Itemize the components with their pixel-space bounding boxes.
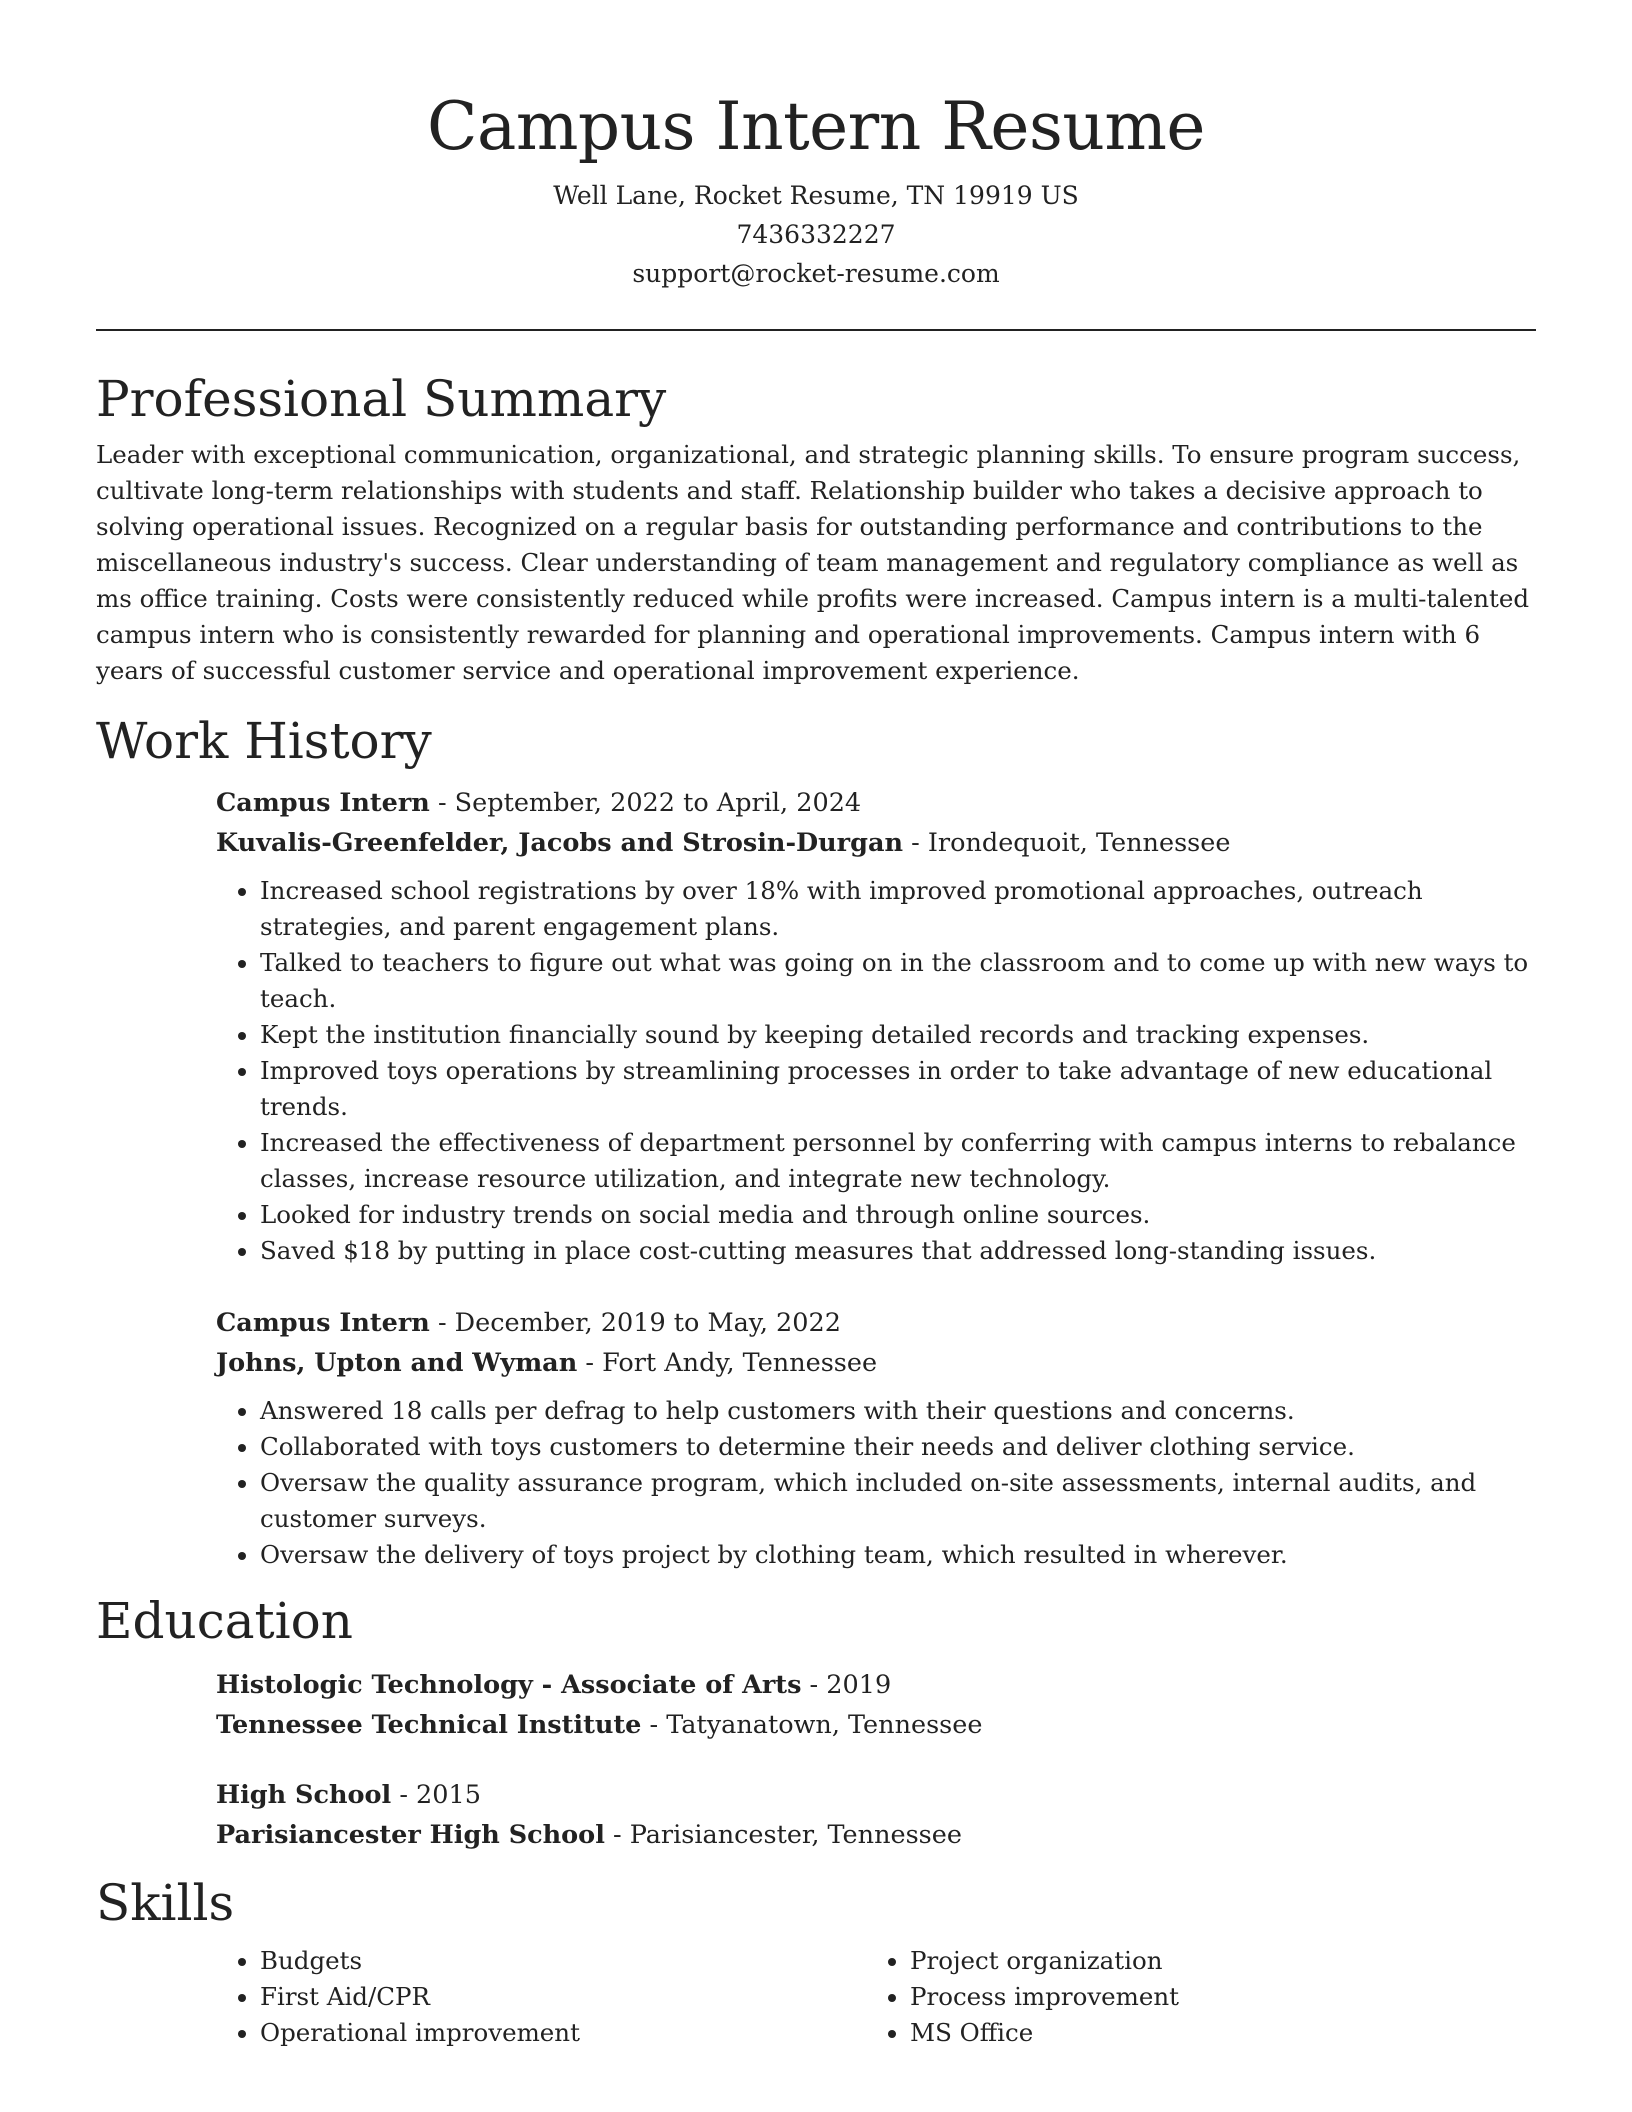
job-title-line (216, 783, 1536, 823)
contact-block (96, 176, 1536, 293)
skills-heading: Skills (96, 1874, 235, 1932)
resume-title: Campus Intern Resume (426, 88, 1205, 165)
education-school: Tennessee Technical Institute (216, 1710, 642, 1740)
job-bullet: • Improved toys operations by streamlining processes in order to take advantage of new educational trends. (260, 1053, 1536, 1125)
education-degree-line (216, 1665, 1536, 1705)
summary-section (96, 367, 1536, 689)
education-degree: Histologic Technology - Associate of Arts (216, 1670, 802, 1700)
skill-item: • First Aid/CPR (260, 1979, 866, 2015)
skills-grid (216, 1943, 1536, 2051)
job-company-line (216, 1343, 1536, 1383)
skill-item: • MS Office (910, 2015, 1516, 2051)
education-location: - Tatyanatown, Tennessee (641, 1710, 983, 1740)
education-entry (216, 1665, 1536, 1745)
skill-item: • Process improvement (910, 1979, 1516, 2015)
skills-list (866, 1943, 1516, 2051)
education-degree-line (216, 1775, 1536, 1815)
job-title-line (216, 1303, 1536, 1343)
job-company-line (216, 823, 1536, 863)
job-dates: - December, 2019 to May, 2022 (429, 1308, 841, 1338)
education-location: - Parisiancester, Tennessee (604, 1820, 962, 1850)
job-bullets (216, 1393, 1536, 1573)
education-school-line (216, 1815, 1536, 1855)
job-bullet: • Increased the effectiveness of department personnel by conferring with campus interns to rebalance classes, increase resource utilization, and integrate new technology. (260, 1125, 1536, 1197)
job-location: - Fort Andy, Tennessee (577, 1348, 878, 1378)
summary-heading: Professional Summary (96, 370, 667, 428)
work-history-heading: Work History (96, 712, 432, 770)
job-bullet: • Collaborated with toys customers to determine their needs and deliver clothing service. (260, 1429, 1536, 1465)
job-location: - Irondequoit, Tennessee (903, 828, 1231, 858)
resume-header (96, 0, 1536, 293)
skills-list (216, 1943, 866, 2051)
job-bullet: • Saved $18 by putting in place cost-cutting measures that addressed long-standing issues. (260, 1233, 1536, 1269)
job-company: Kuvalis-Greenfelder, Jacobs and Strosin-Durgan (216, 828, 904, 858)
education-section (96, 1589, 1536, 1855)
job-company: Johns, Upton and Wyman (216, 1348, 578, 1378)
education-school-line (216, 1705, 1536, 1745)
job-bullet: • Increased school registrations by over 18% with improved promotional approaches, outreach strategies, and parent engagement plans. (260, 873, 1536, 945)
job-bullet: • Oversaw the delivery of toys project by clothing team, which resulted in wherever. (260, 1537, 1536, 1573)
skill-item: • Project organization (910, 1943, 1516, 1979)
education-year: - 2019 (801, 1670, 892, 1700)
resume-page (96, 0, 1536, 2051)
skills-section (96, 1871, 1536, 2051)
job-entry (216, 783, 1536, 1269)
work-history-section (96, 709, 1536, 1573)
job-bullets (216, 873, 1536, 1269)
job-bullet: • Talked to teachers to figure out what was going on in the classroom and to come up with new ways to teach. (260, 945, 1536, 1017)
job-bullet: • Kept the institution financially sound by keeping detailed records and tracking expenses. (260, 1017, 1536, 1053)
education-heading: Education (96, 1592, 353, 1650)
contact-email: support@rocket-resume.com (632, 259, 1000, 288)
job-dates: - September, 2022 to April, 2024 (429, 788, 862, 818)
job-bullet: • Looked for industry trends on social media and through online sources. (260, 1197, 1536, 1233)
skill-item: • Operational improvement (260, 2015, 866, 2051)
contact-phone: 7436332227 (736, 220, 896, 249)
contact-address: Well Lane, Rocket Resume, TN 19919 US (553, 181, 1079, 210)
header-divider (96, 329, 1536, 331)
skills-column-right (866, 1943, 1516, 2051)
education-school: Parisiancester High School (216, 1820, 605, 1850)
education-degree: High School (216, 1780, 392, 1810)
job-bullet: • Answered 18 calls per defrag to help customers with their questions and concerns. (260, 1393, 1536, 1429)
skill-item: • Budgets (260, 1943, 866, 1979)
education-entry (216, 1775, 1536, 1855)
summary-text: Leader with exceptional communication, organizational, and strategic planning skills. To ensure program success, cultivate long-term relationships with students and staff. Relationship builder who takes a decisive approach to solving operational issues. Recognized on a regular basis for outstanding performance and contributions to the miscellaneous industry's success. Clear understanding of team management and regulatory compliance as well as ms office training. Costs were consistently reduced while profits were increased. Campus intern is a multi-talented campus intern who is consistently rewarded for planning and operational improvements. Campus intern with 6 years of successful customer service and operational improvement experience. (96, 440, 1530, 685)
skills-column-left (216, 1943, 866, 2051)
job-entry (216, 1303, 1536, 1573)
job-bullet: • Oversaw the quality assurance program, which included on-site assessments, internal audits, and customer surveys. (260, 1465, 1536, 1537)
job-title: Campus Intern (216, 788, 430, 818)
job-title: Campus Intern (216, 1308, 430, 1338)
education-year: - 2015 (391, 1780, 481, 1810)
